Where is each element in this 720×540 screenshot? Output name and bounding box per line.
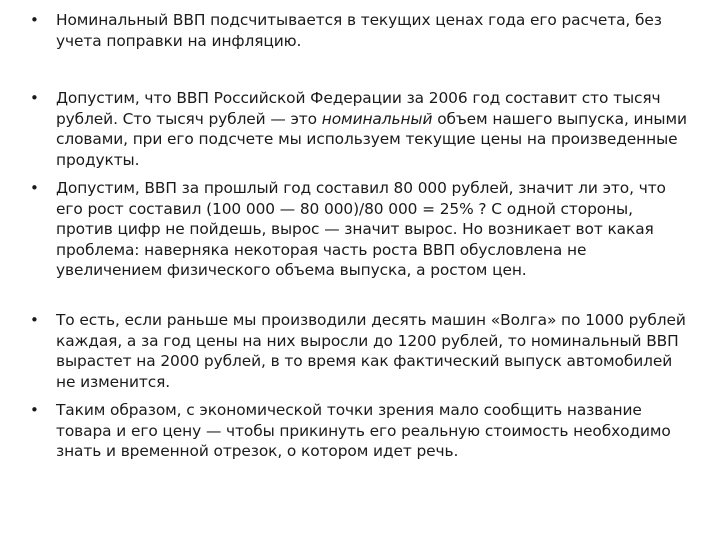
bullet-text: Номинальный ВВП подсчитывается в текущих ценах года его расчета, без учета поправки на инфляцию. xyxy=(56,11,662,50)
bullet-text xyxy=(56,88,688,170)
bullet-icon: • xyxy=(30,311,39,329)
bullet-item-4 xyxy=(30,310,688,392)
bullet-item-5 xyxy=(30,400,688,462)
bullet-icon: • xyxy=(30,401,39,419)
bullet-text-italic: номинальный xyxy=(321,109,433,128)
bullet-text: То есть, если раньше мы производили десять машин «Волга» по 1000 рублей каждая, а за год цены на них выросли до 1200 рублей, то номинальный ВВП вырастет на 2000 рублей, в то время как фактический выпуск автомобилей не изменится. xyxy=(56,311,686,391)
bullet-icon: • xyxy=(30,89,39,107)
bullet-text-part: Допустим, что ВВП Российской Федерации за 2006 год составит сто тысяч рублей. Сто тысяч рублей — это xyxy=(56,89,661,128)
bullet-text: Таким образом, с экономической точки зрения мало сообщить название товара и его цену — чтобы прикинуть его реальную стоимость необходимо знать и временной отрезок, о котором идет речь. xyxy=(56,401,671,460)
bullet-item-2 xyxy=(30,88,688,170)
bullet-item-3 xyxy=(30,178,688,281)
bullet-text-part: объем нашего выпуска, иными словами, при его подсчете мы используем текущие цены на произведенные продукты. xyxy=(56,109,687,169)
bullet-item-1 xyxy=(30,10,688,51)
bullet-text: Допустим, ВВП за прошлый год составил 80 000 рублей, значит ли это, что его рост составил (100 000 — 80 000)/80 000 = 25% ? С одной стороны, против цифр не пойдешь, вырос — значит вырос. Но возникает вот какая проблема: наверняка некоторая часть роста ВВП обусловлена не увеличением физического объема выпуска, а ростом цен. xyxy=(56,179,666,279)
bullet-icon: • xyxy=(30,179,39,197)
bullet-icon: • xyxy=(30,11,39,29)
